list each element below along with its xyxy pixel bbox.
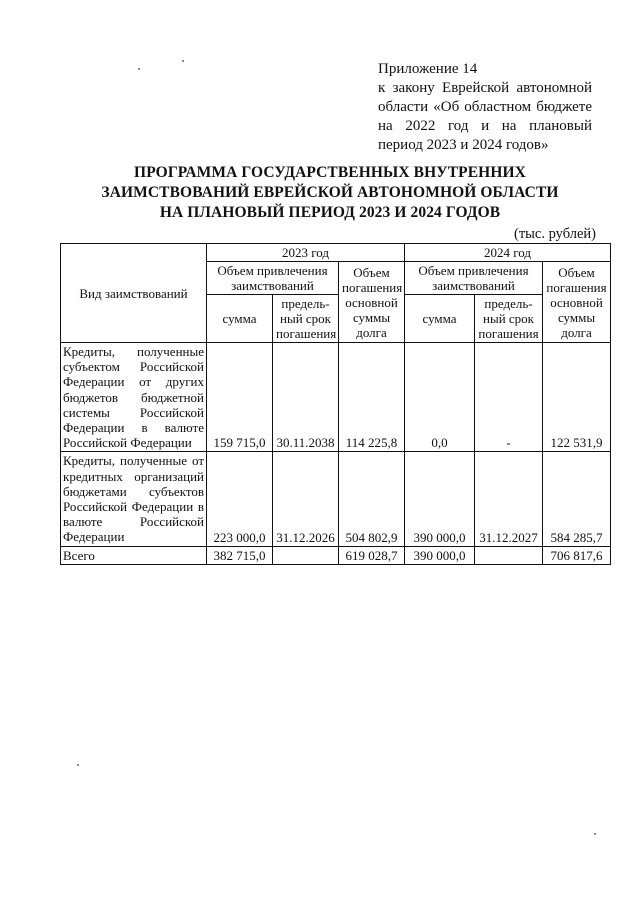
borrowings-table — [60, 243, 611, 565]
header-repay-label: Объем погашения — [342, 264, 403, 295]
cell-sum-2023: 223 000,0 — [207, 452, 273, 546]
header-principal-label: основной суммы долга — [550, 294, 603, 340]
header-repay-label: Объем погашения — [546, 264, 607, 295]
document-title — [60, 163, 600, 223]
cell-repay-2023: 504 802,9 — [339, 452, 405, 546]
total-repay-2024: 706 817,6 — [543, 546, 611, 564]
cell-deadline-2024: - — [475, 343, 543, 452]
appendix-line: области «Об областном бюджете — [378, 99, 592, 115]
header-year-2024: 2024 год — [405, 244, 611, 262]
cell-repay-2023: 114 225,8 — [339, 343, 405, 452]
header-sum-2024: сумма — [405, 295, 475, 343]
cell-deadline-2023: 30.11.2038 — [273, 343, 339, 452]
cell-repay-2024: 122 531,9 — [543, 343, 611, 452]
header-repay-2023 — [339, 262, 405, 343]
appendix-line: на 2022 год и на плановый — [378, 118, 592, 134]
appendix-line: к закону Еврейской автономной — [378, 80, 592, 96]
scan-speck — [182, 60, 184, 62]
total-deadline-2024 — [475, 546, 543, 564]
header-principal-label: основной суммы долга — [345, 294, 398, 340]
row-borrowing-type: Кредиты, полученные субъектом Российской Федерации от других бюджетов бюджетной системы Российской Федерации в валюте Российской Федерации — [61, 343, 207, 452]
total-sum-2024: 390 000,0 — [405, 546, 475, 564]
header-year-2023: 2023 год — [207, 244, 405, 262]
appendix-note — [378, 60, 592, 155]
title-line: ПРОГРАММА ГОСУДАРСТВЕННЫХ ВНУТРЕННИХ — [134, 164, 526, 181]
title-line: ЗАИМСТВОВАНИЙ ЕВРЕЙСКОЙ АВТОНОМНОЙ ОБЛАСТИ — [101, 184, 559, 201]
table-row-total — [61, 546, 611, 564]
cell-deadline-2023: 31.12.2026 — [273, 452, 339, 546]
scan-speck — [594, 833, 596, 835]
cell-repay-2024: 584 285,7 — [543, 452, 611, 546]
scan-speck — [138, 68, 140, 70]
total-repay-2023: 619 028,7 — [339, 546, 405, 564]
total-sum-2023: 382 715,0 — [207, 546, 273, 564]
header-attract-2023: Объем привлечения заимствований — [207, 262, 339, 295]
header-repay-2024 — [543, 262, 611, 343]
header-attract-2024: Объем привлечения заимствований — [405, 262, 543, 295]
table-row — [61, 452, 611, 546]
total-label: Всего — [61, 546, 207, 564]
row-borrowing-type: Кредиты, полученные от кредитных организаций бюджетами субъектов Российской Федерации в валюте Российской Федерации — [61, 452, 207, 546]
appendix-line: Приложение 14 — [378, 61, 478, 77]
units-note: (тыс. рублей) — [514, 226, 596, 242]
header-deadline-2024: предель-ный срок погашения — [475, 295, 543, 343]
title-line: НА ПЛАНОВЫЙ ПЕРИОД 2023 И 2024 ГОДОВ — [159, 204, 501, 221]
appendix-line: период 2023 и 2024 годов» — [378, 137, 549, 153]
header-sum-2023: сумма — [207, 295, 273, 343]
cell-sum-2023: 159 715,0 — [207, 343, 273, 452]
cell-sum-2024: 0,0 — [405, 343, 475, 452]
header-deadline-2023: предель-ный срок погашения — [273, 295, 339, 343]
scan-speck — [77, 764, 79, 766]
table-row — [61, 343, 611, 452]
total-deadline-2023 — [273, 546, 339, 564]
header-borrowing-type: Вид заимствований — [61, 244, 207, 343]
cell-sum-2024: 390 000,0 — [405, 452, 475, 546]
cell-deadline-2024: 31.12.2027 — [475, 452, 543, 546]
